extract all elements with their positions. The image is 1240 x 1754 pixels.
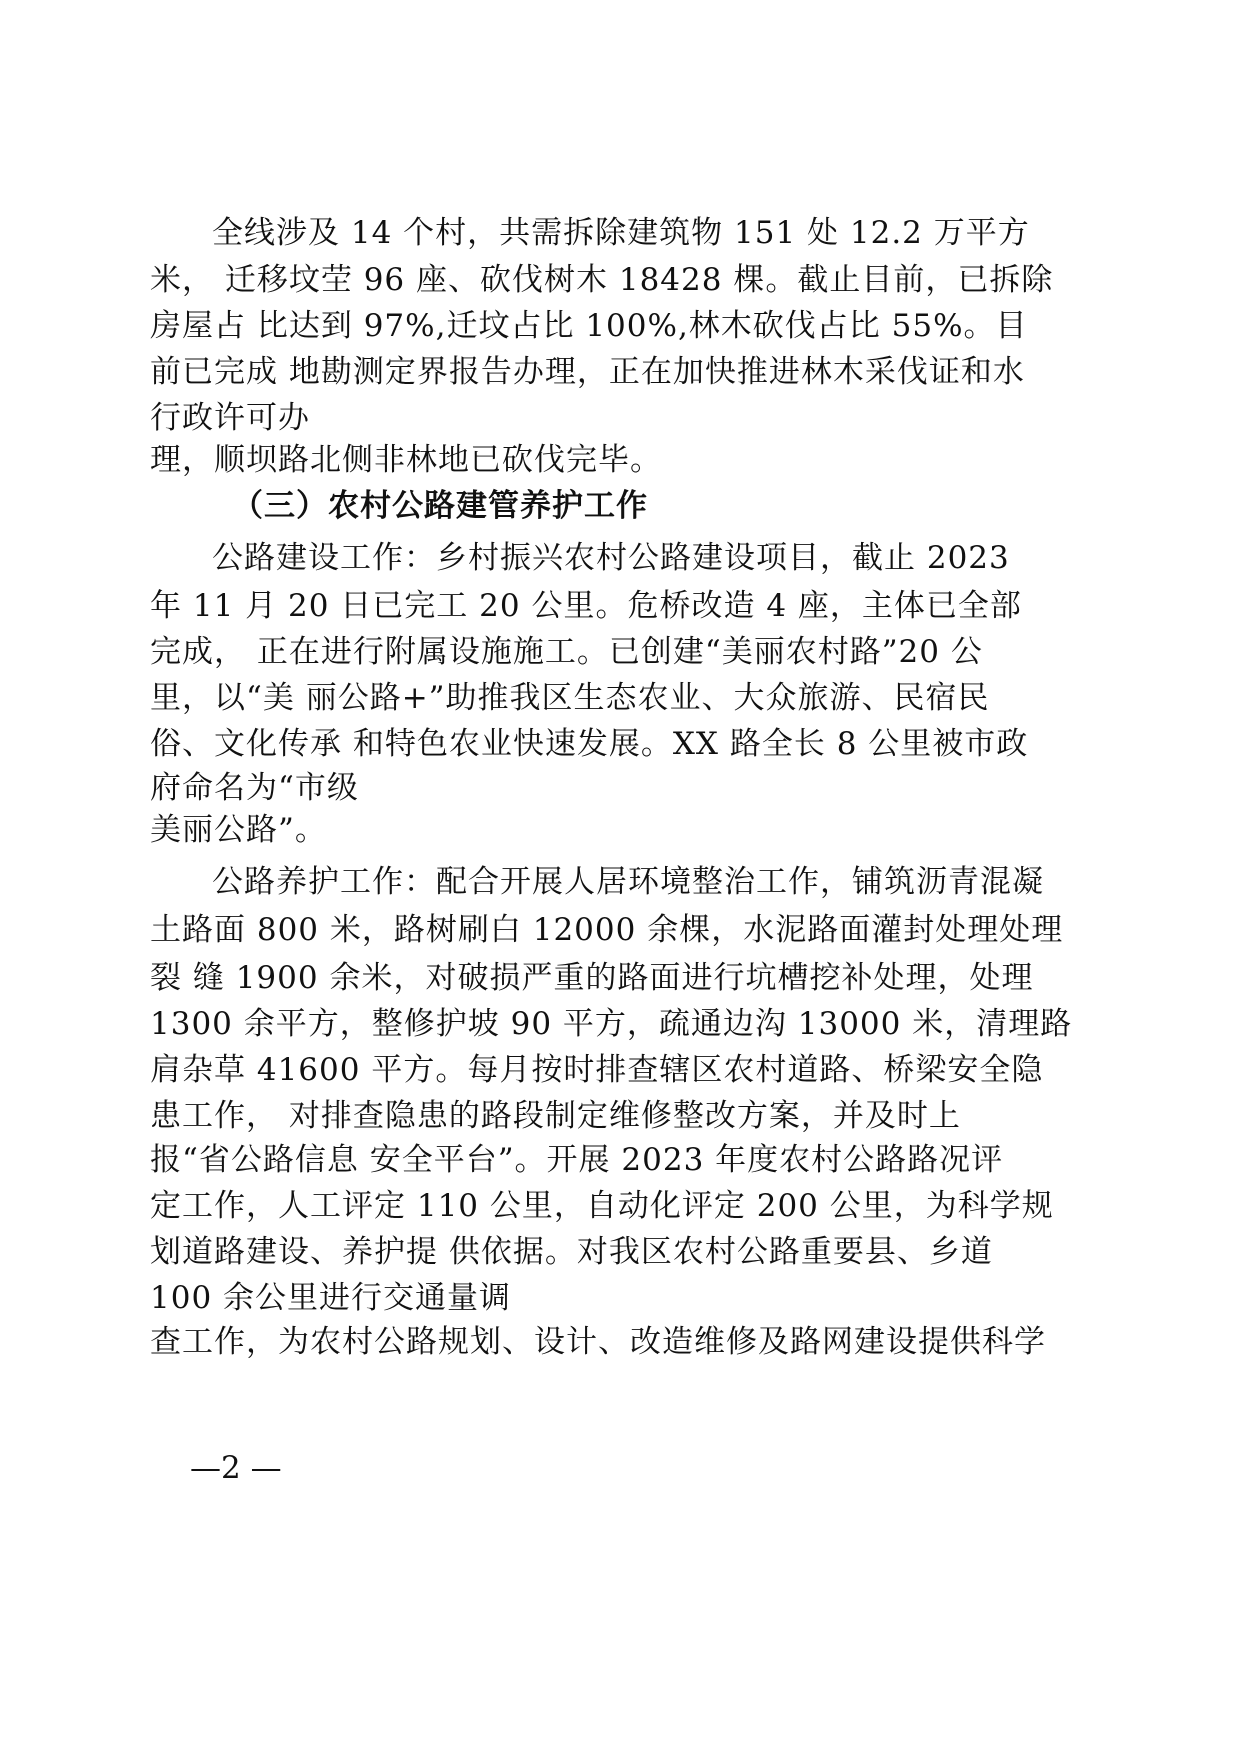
text-line: 100 余公里进行交通量调	[150, 1280, 512, 1316]
text-line: 1300 余平方，整修护坡 90 平方，疏通边沟 13000 米，清理路	[150, 1006, 1073, 1042]
text-line: 行政许可办	[150, 400, 310, 436]
text-line: 年 11 月 20 日已完工 20 公里。危桥改造 4 座，主体已全部	[150, 588, 1022, 624]
text-line: 患工作， 对排查隐患的路段制定维修整改方案，并及时上	[150, 1098, 961, 1134]
text-line: 肩杂草 41600 平方。每月按时排查辖区农村道路、桥梁安全隐	[150, 1052, 1044, 1088]
text-line: 府命名为“市级	[150, 770, 359, 806]
text-line: 划道路建设、养护提 供依据。对我区农村公路重要县、乡道	[150, 1234, 993, 1270]
text-line: 美丽公路”。	[150, 812, 327, 848]
section-heading: （三）农村公路建管养护工作	[232, 488, 648, 524]
text-line: 里，以“美 丽公路+”助推我区生态农业、大众旅游、民宿民	[150, 680, 990, 716]
text-line: 裂 缝 1900 余米，对破损严重的路面进行坑槽挖补处理，处理	[150, 960, 1034, 996]
text-line: 公路建设工作：乡村振兴农村公路建设项目，截止 2023	[212, 540, 1010, 576]
text-line: 完成， 正在进行附属设施施工。已创建“美丽农村路”20 公	[150, 634, 983, 670]
text-line: 全线涉及 14 个村，共需拆除建筑物 151 处 12.2 万平方	[212, 215, 1030, 251]
text-line: 报“省公路信息 安全平台”。开展 2023 年度农村公路路况评	[150, 1142, 1004, 1178]
text-line: 米， 迁移坟茔 96 座、砍伐树木 18428 棵。截止目前，已拆除	[150, 262, 1054, 298]
text-line: 理，顺坝路北侧非林地已砍伐完毕。	[150, 442, 662, 478]
page-number: —2 —	[190, 1450, 282, 1486]
text-line: 土路面 800 米，路树刷白 12000 余棵，水泥路面灌封处理处理	[150, 912, 1064, 948]
text-line: 定工作，人工评定 110 公里，自动化评定 200 公里，为科学规	[150, 1188, 1054, 1224]
text-line: 公路养护工作：配合开展人居环境整治工作，铺筑沥青混凝	[212, 864, 1044, 900]
text-line: 房屋占 比达到 97%,迁坟占比 100%,林木砍伐占比 55%。目	[150, 308, 1028, 344]
text-line: 俗、文化传承 和特色农业快速发展。XX 路全长 8 公里被市政	[150, 726, 1029, 762]
text-line: 查工作，为农村公路规划、设计、改造维修及路网建设提供科学	[150, 1324, 1046, 1360]
text-line: 前已完成 地勘测定界报告办理，正在加快推进林木采伐证和水	[150, 354, 1025, 390]
